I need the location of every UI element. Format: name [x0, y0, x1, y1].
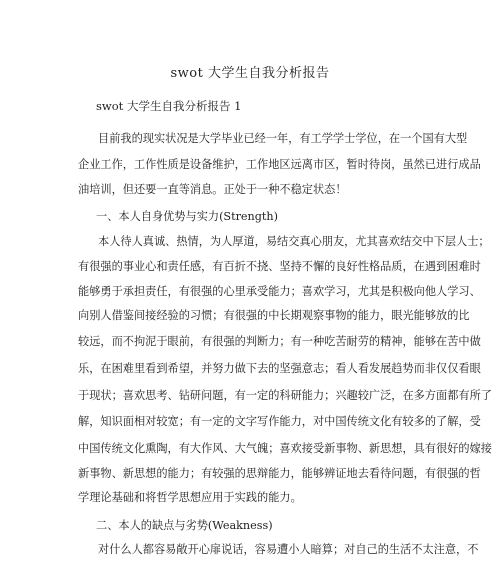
paragraph-line: 解，知识面相对较宽；有一定的文字写作能力，对中国传统文化有较多的了解，受	[78, 415, 481, 428]
section-heading: 一、本人自身优势与实力(Strength)	[96, 210, 278, 223]
paragraph-line: 有很强的事业心和责任感，有百折不挠、坚持不懈的良好性格品质，在遇到困难时	[78, 260, 481, 273]
paragraph-line: 企业工作，工作性质是设备维护，工作地区远离市区，暂时待岗，虽然已进行成品	[78, 158, 481, 171]
paragraph-line: 本人待人真诚、热情，为人厚道，易结交真心朋友，尤其喜欢结交中下层人士；	[98, 235, 490, 248]
paragraph-line: 油培训，但还要一直等消息。正处于一种不稳定状态！	[78, 183, 347, 196]
section-heading: 二、本人的缺点与劣势(Weakness)	[96, 519, 273, 532]
paragraph-line: 较远，而不拘泥于眼前，有很强的判断力；有一种吃苦耐劳的精神，能够在苦中做	[78, 335, 481, 348]
document-subtitle: swot 大学生自我分析报告 1	[96, 99, 242, 113]
paragraph-line: 能够勇于承担责任，有很强的心里承受能力；喜欢学习，尤其是积极向他人学习、	[78, 285, 481, 298]
paragraph-line: 于现状；喜欢思考、钻研问题，有一定的科研能力；兴趣较广泛，在多方面都有所了	[78, 389, 492, 402]
paragraph-line: 乐，在困难里看到希望，并努力做下去的坚强意志；看人看发展趋势而非仅仅看眼	[78, 362, 481, 375]
paragraph-line: 向别人借鉴间接经验的习惯；有很强的中长期观察事物的能力，眼光能够放的比	[78, 309, 470, 322]
paragraph-line: 目前我的现实状况是大学毕业已经一年，有工学学士学位，在一个国有大型	[98, 132, 468, 145]
document-title: swot 大学生自我分析报告	[170, 66, 330, 81]
paragraph-line: 中国传统文化熏陶，有大作风、大气魄；喜欢接受新事物、新思想，具有很好的嫁接	[78, 442, 492, 455]
paragraph-line: 学理论基础和将哲学思想应用于实践的能力。	[78, 491, 302, 504]
paragraph-line: 对什么人都容易敞开心扉说话，容易遭小人暗算；对自己的生活不太注意，不	[98, 543, 479, 556]
paragraph-line: 新事物、新思想的能力；有较强的思辩能力，能够辨证地去看待问题，有很强的哲	[78, 467, 481, 480]
